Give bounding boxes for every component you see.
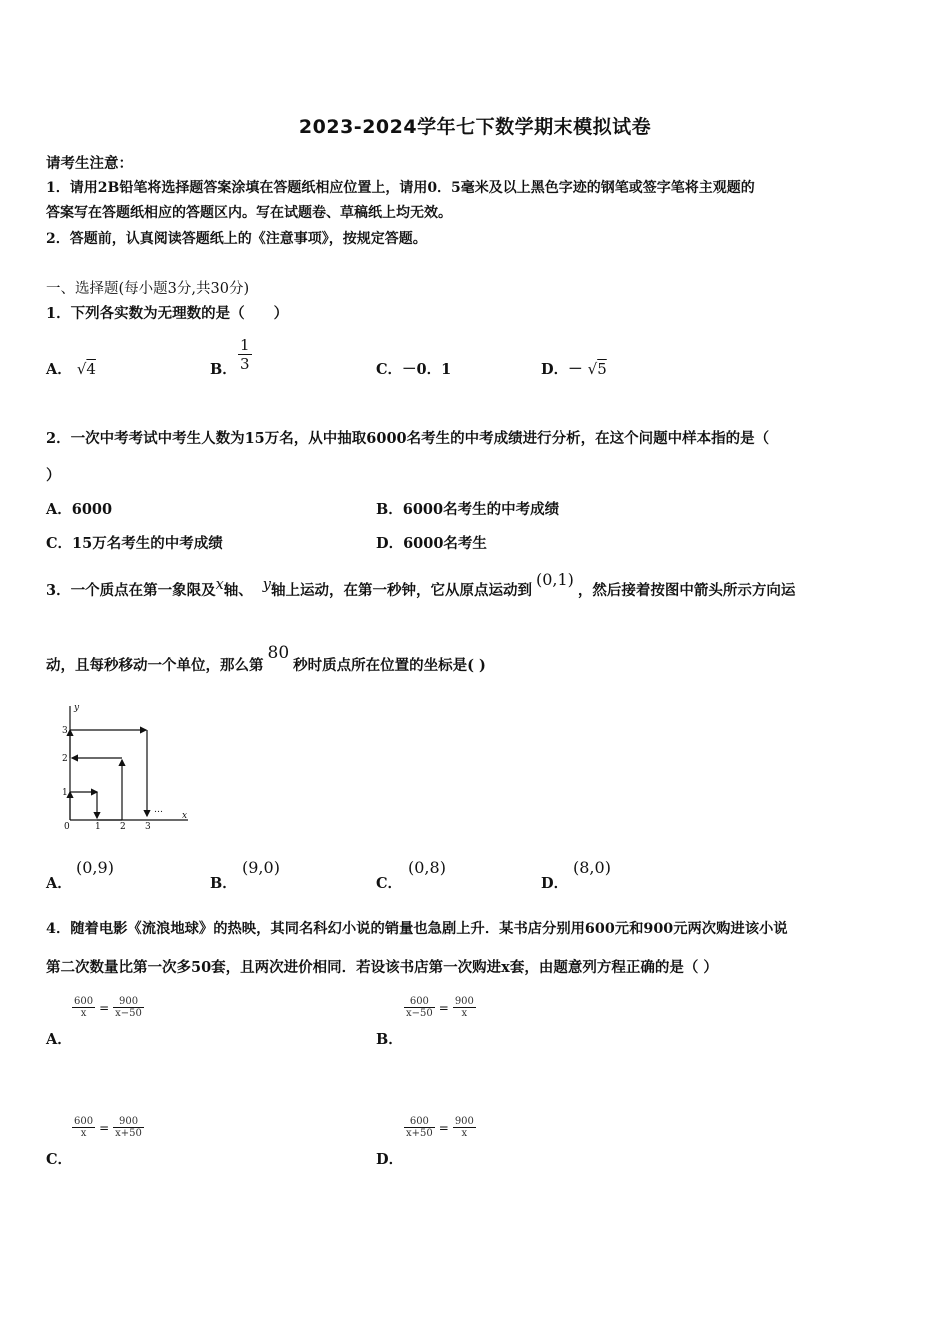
q3-option-d-label: D． bbox=[541, 875, 569, 892]
notice-line-1: 1．请用2B铅笔将选择题答案涂填在答题纸相应位置上，请用0．5毫米及以上黑色字迹的钢笔或签字笔将主观题的 bbox=[46, 180, 755, 196]
q4-option-b-label: B． bbox=[376, 1031, 403, 1048]
fig-y-label: y bbox=[74, 703, 80, 713]
q1-option-b-label: B． bbox=[210, 361, 237, 378]
q3-path-figure bbox=[58, 700, 193, 832]
q1-option-b-fraction: $\frac{1}{3}$ bbox=[240, 336, 250, 373]
q3-option-a: (0,9) bbox=[76, 858, 114, 877]
q2-option-a: A．6000 bbox=[46, 501, 113, 518]
sqrt-4: √4 bbox=[76, 360, 96, 378]
q2-stem: 2．一次中考考试中考生人数为15万名，从中抽取6000名考生的中考成绩进行分析，在这个问题中样本指的是（ bbox=[46, 430, 770, 447]
q4-stem-line2: 第二次数量比第一次多50套，且两次进价相同．若设该书店第一次购进x套，由题意列方程正确的是（ ） bbox=[46, 959, 718, 976]
q3-option-c-label: C． bbox=[376, 875, 403, 892]
q2-option-c: C．15万名考生的中考成绩 bbox=[46, 535, 223, 552]
q3-option-b: (9,0) bbox=[242, 858, 280, 877]
q3-stem-line1: 3．一个质点在第一象限及x轴、 y轴上运动，在第一秒钟，它从原点运动到(0,1)，然后接着按图中箭头所示方向运 bbox=[46, 570, 796, 599]
q4-option-c-label: C． bbox=[46, 1151, 73, 1168]
q4-option-d-label: D． bbox=[376, 1151, 404, 1168]
fig-origin: 0 bbox=[64, 822, 70, 832]
q3-stem-line2: 动，且每秒移动一个单位，那么第80秒时质点所在位置的坐标是( ) bbox=[46, 643, 486, 674]
q4-option-d-equation: $\frac{600}{x+50}$ = $\frac{900}{x}$ bbox=[406, 1116, 474, 1139]
q4-option-c-equation: $\frac{600}{x}$ = $\frac{900}{x+50}$ bbox=[74, 1116, 142, 1139]
q3-option-c: (0,8) bbox=[408, 858, 446, 877]
q1-stem: 1．下列各实数为无理数的是（ ） bbox=[46, 305, 289, 322]
fig-tick-y1: 1 bbox=[62, 788, 68, 798]
q4-option-b-equation: $\frac{600}{x-50}$ = $\frac{900}{x}$ bbox=[406, 996, 474, 1019]
q1-option-a: A． √4 bbox=[46, 360, 96, 378]
notice-line-1b: 答案写在答题纸相应的答题区内。写在试题卷、草稿纸上均无效。 bbox=[46, 205, 452, 221]
fig-tick-x3: 3 bbox=[145, 822, 151, 832]
q2-stem-end: ） bbox=[46, 467, 61, 484]
page-title: 2023-2024学年七下数学期末模拟试卷 bbox=[298, 116, 652, 138]
q3-option-b-label: B． bbox=[210, 875, 237, 892]
fig-x-label: x bbox=[182, 811, 188, 821]
q3-option-d: (8,0) bbox=[573, 858, 611, 877]
fig-tick-x2: 2 bbox=[120, 822, 126, 832]
q4-option-a-equation: $\frac{600}{x}$ = $\frac{900}{x-50}$ bbox=[74, 996, 142, 1019]
q2-option-d: D．6000名考生 bbox=[376, 535, 487, 552]
q1-option-c: C．－0．1 bbox=[376, 361, 452, 378]
fig-tick-y3: 3 bbox=[62, 726, 68, 736]
notice-line-2: 2．答题前，认真阅读答题纸上的《注意事项》，按规定答题。 bbox=[46, 231, 427, 247]
notice-heading: 请考生注意： bbox=[46, 155, 133, 172]
fig-tick-x1: 1 bbox=[95, 822, 101, 832]
section-heading: 一、选择题(每小题3分,共30分) bbox=[46, 281, 250, 297]
q4-stem-line1: 4．随着电影《流浪地球》的热映，其同名科幻小说的销量也急剧上升．某书店分别用600元和900元两次购进该小说 bbox=[46, 921, 788, 937]
q3-option-a-label: A． bbox=[46, 875, 72, 892]
q2-option-b: B．6000名考生的中考成绩 bbox=[376, 501, 560, 518]
fig-tick-y2: 2 bbox=[62, 754, 68, 764]
q1-option-d: D．－ √5 bbox=[541, 360, 607, 378]
sqrt-5: √5 bbox=[587, 360, 607, 378]
q4-option-a-label: A． bbox=[46, 1031, 72, 1048]
fig-ellipsis: … bbox=[154, 805, 163, 815]
